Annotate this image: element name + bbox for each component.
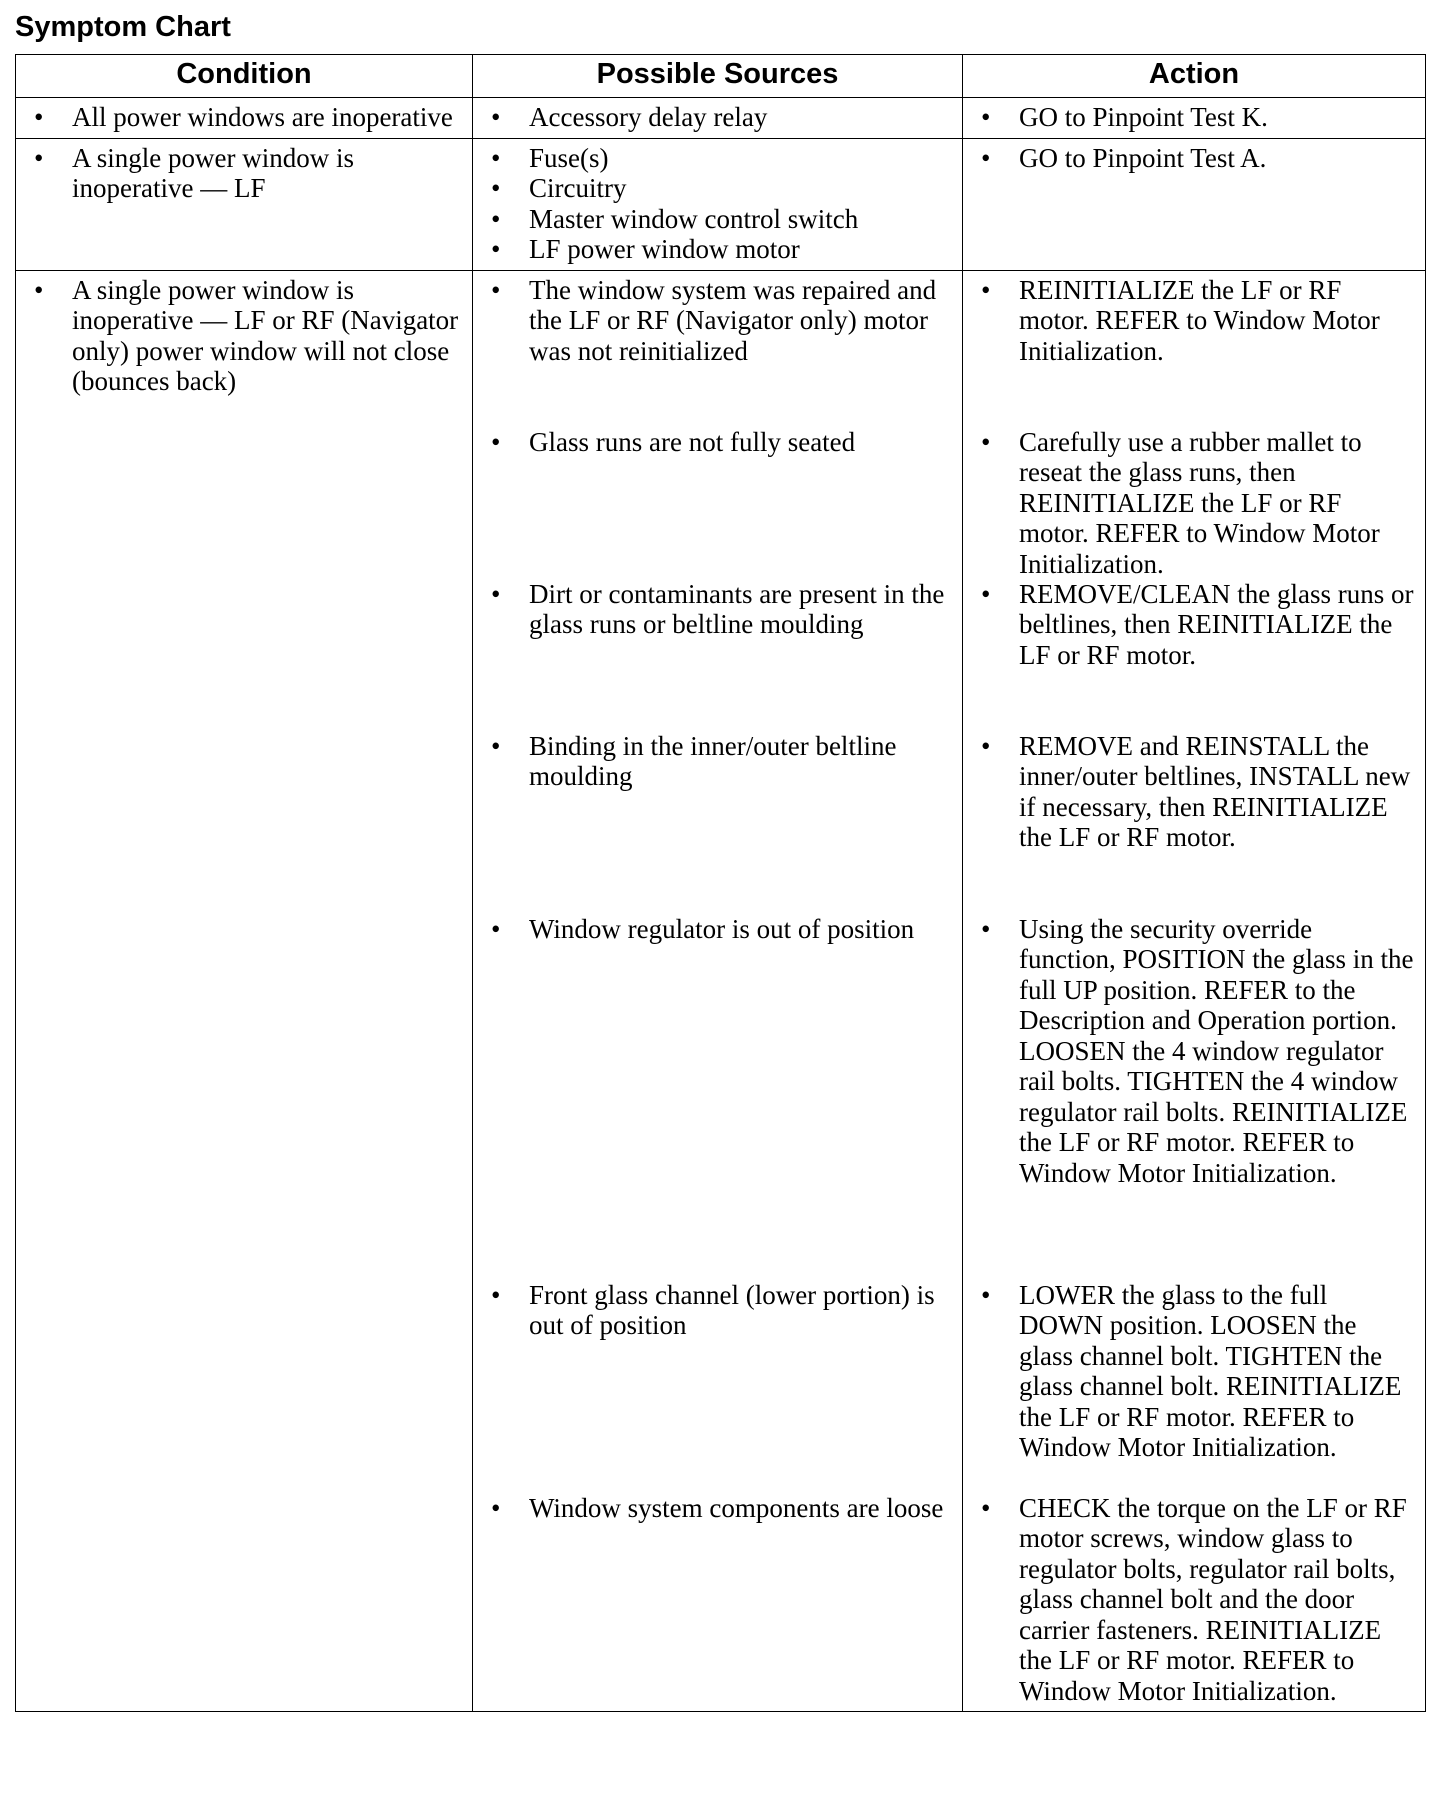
source-item [483, 275, 952, 427]
bullet: • [491, 578, 501, 609]
bullet: • [981, 274, 991, 305]
action-item: GO to Pinpoint Test K. [1019, 102, 1268, 132]
bullet: • [981, 1492, 991, 1523]
bullet: • [491, 274, 501, 305]
bullet: • [491, 913, 501, 944]
bullet: • [981, 142, 991, 173]
source-item: Circuitry [529, 173, 627, 203]
bullet: • [491, 1492, 501, 1523]
action-text: REMOVE/CLEAN the glass runs or beltlines, then REINITIALIZE the LF or RF motor. [1019, 578, 1414, 670]
source-item: Accessory delay relay [529, 102, 768, 132]
source-item: LF power window motor [529, 234, 800, 264]
source-item [483, 1493, 952, 1524]
source-text: Front glass channel (lower portion) is out of position [529, 1279, 935, 1340]
bullet: • [491, 234, 501, 264]
bullet: • [491, 730, 501, 761]
action-text: CHECK the torque on the LF or RF motor screws, window glass to regulator bolts, regulator rail bolts, glass channel bolt and the door carrier fasteners. REINITIALIZE the LF or RF motor. REFER to Window Motor Initialization. [1019, 1492, 1407, 1706]
action-item: GO to Pinpoint Test A. [1019, 142, 1267, 173]
symptom-table [15, 54, 1426, 1712]
bullet: • [981, 102, 991, 132]
action-item [973, 275, 1415, 427]
action-cell [963, 270, 1426, 1712]
source-text: Window regulator is out of position [529, 913, 915, 944]
bullet: • [491, 142, 501, 173]
action-text: REMOVE and REINSTALL the inner/outer beltlines, INSTALL new if necessary, then REINITIALIZE the LF or RF motor. [1019, 730, 1411, 852]
condition-cell [16, 270, 473, 1712]
action-item [973, 914, 1415, 1280]
source-item [483, 1280, 952, 1493]
source-item [483, 731, 952, 914]
source-item: Fuse(s) [529, 142, 609, 173]
sources-cell [473, 138, 963, 270]
sources-cell [473, 270, 963, 1712]
condition-text: A single power window is inoperative — LF [72, 142, 354, 203]
header-condition: Condition [16, 55, 473, 98]
header-action: Action [963, 55, 1426, 98]
action-text: Carefully use a rubber mallet to reseat the glass runs, then REINITIALIZE the LF or RF motor. REFER to Window Motor Initialization. [1019, 426, 1380, 579]
action-item [973, 1493, 1415, 1707]
condition-text: A single power window is inoperative — LF or RF (Navigator only) power window will not close (bounces back) [72, 274, 459, 396]
header-possible-sources: Possible Sources [473, 55, 963, 98]
source-item [483, 914, 952, 1280]
action-item [973, 1280, 1415, 1493]
bullet: • [491, 1279, 501, 1310]
source-text: Glass runs are not fully seated [529, 426, 856, 457]
action-item [973, 579, 1415, 731]
action-cell [963, 138, 1426, 270]
bullet: • [981, 913, 991, 944]
table-row [16, 138, 1426, 270]
source-text: The window system was repaired and the LF or RF (Navigator only) motor was not reinitialized [529, 274, 937, 366]
action-item [973, 731, 1415, 914]
bullet: • [981, 1279, 991, 1310]
condition-cell [16, 138, 473, 270]
bullet: • [34, 102, 44, 132]
action-item [973, 427, 1415, 579]
source-item [483, 579, 952, 731]
chart-title: Symptom Chart [15, 11, 231, 43]
action-cell [963, 98, 1426, 139]
bullet: • [491, 426, 501, 457]
table-row [16, 270, 1426, 1712]
condition-text: All power windows are inoperative [72, 102, 453, 132]
condition-cell [16, 98, 473, 139]
bullet: • [981, 730, 991, 761]
bullet: • [981, 426, 991, 457]
sources-cell [473, 98, 963, 139]
action-text: REINITIALIZE the LF or RF motor. REFER to Window Motor Initialization. [1019, 274, 1380, 366]
bullet: • [34, 274, 44, 305]
action-text: LOWER the glass to the full DOWN position. LOOSEN the glass channel bolt. TIGHTEN the glass channel bolt. REINITIALIZE the LF or RF motor. REFER to Window Motor Initialization. [1019, 1279, 1402, 1462]
header-row [16, 55, 1426, 98]
source-item [483, 427, 952, 579]
bullet: • [981, 578, 991, 609]
table-row [16, 98, 1426, 139]
bullet: • [491, 102, 501, 132]
bullet: • [491, 173, 501, 203]
source-text: Window system components are loose [529, 1492, 944, 1523]
source-item: Master window control switch [529, 203, 859, 234]
action-text: Using the security override function, POSITION the glass in the full UP position. REFER to the Description and Operation portion. LOOSEN the 4 window regulator rail bolts. TIGHTEN the 4 window regulator rail bolts. REINITIALIZE the LF or RF motor. REFER to Window Motor Initialization. [1019, 913, 1414, 1188]
bullet: • [491, 203, 501, 234]
bullet: • [34, 142, 44, 173]
source-text: Binding in the inner/outer beltline moulding [529, 730, 897, 791]
source-text: Dirt or contaminants are present in the glass runs or beltline moulding [529, 578, 945, 639]
